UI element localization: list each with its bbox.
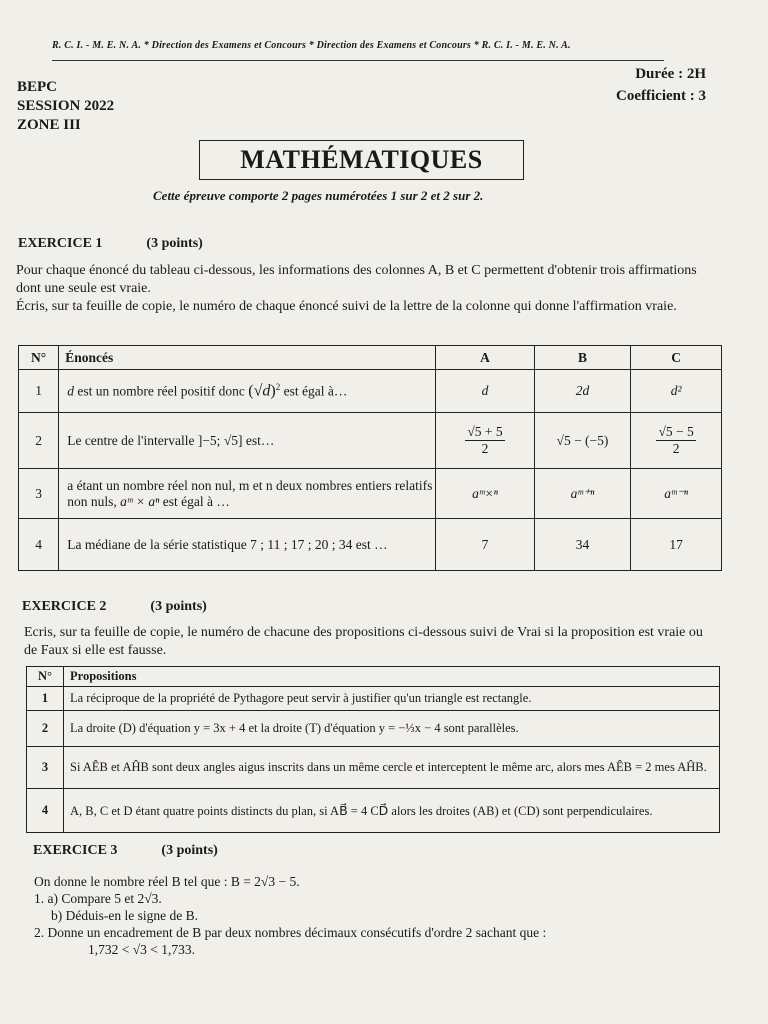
row-enonce: a étant un nombre réel non nul, m et n deux nombres entiers relatifs non nuls, aᵐ × aⁿ est égal à … (59, 469, 436, 519)
header-num: N° (27, 667, 64, 687)
banner-rule (52, 60, 664, 61)
exercise-1-points: (3 points) (146, 236, 203, 251)
exam-coefficient: Coefficient : 3 (616, 88, 706, 104)
exercise-3-points: (3 points) (161, 843, 218, 858)
cell-b: aᵐ⁺ⁿ (534, 469, 631, 519)
exercise-3-question-1a: 1. a) Compare 5 et 2√3. (34, 891, 162, 906)
table-row (19, 413, 722, 469)
table-row (19, 469, 722, 519)
row-proposition: La réciproque de la propriété de Pythagore peut servir à justifier qu'un triangle est rectangle. (64, 687, 720, 711)
exercise-3-question-2: 2. Donne un encadrement de B par deux nombres décimaux consécutifs d'ordre 2 sachant que : (34, 925, 547, 940)
exam-info (17, 78, 114, 135)
exercise-1-table (18, 345, 722, 571)
row-proposition: La droite (D) d'équation y = 3x + 4 et la droite (T) d'équation y = −⅓x − 4 sont parallèles. (64, 711, 720, 747)
row-num: 1 (27, 687, 64, 711)
table-row (27, 711, 720, 747)
exercise-3-body (34, 873, 546, 958)
table-row (19, 370, 722, 413)
exercise-1-paragraph-2: Écris, sur ta feuille de copie, le numéro de chaque énoncé suivi de la lettre de la colonne qui donne l'affirmation vraie. (16, 299, 677, 314)
exercise-2-heading (22, 599, 207, 615)
row-enonce: La médiane de la série statistique 7 ; 11 ; 17 ; 20 ; 34 est … (59, 519, 436, 571)
header-enonces: Énoncés (59, 346, 436, 370)
row-num: 2 (27, 711, 64, 747)
cell-c: 17 (631, 519, 722, 571)
cell-a: d (436, 370, 535, 413)
exercise-1-paragraph-1: Pour chaque énoncé du tableau ci-dessous, les informations des colonnes A, B et C permettent d'obtenir trois affirmations dont une seule est vraie. (16, 263, 697, 296)
exercise-2-table (26, 666, 720, 833)
header-num: N° (19, 346, 59, 370)
cell-b: 2d (534, 370, 631, 413)
table-row (27, 747, 720, 789)
table-row (19, 519, 722, 571)
row-num: 1 (19, 370, 59, 413)
exercise-2-instructions: Ecris, sur ta feuille de copie, le numéro de chacune des propositions ci-dessous suivi de Vrai si la proposition est vraie ou de Faux si elle est fausse. (24, 625, 703, 658)
exercise-3-statement: On donne le nombre réel B tel que : B = 2√3 − 5. (34, 874, 300, 889)
cell-c: $\frac{√5 - 5}{2}$ (631, 413, 722, 469)
cell-a: $\frac{√5 + 5}{2}$ (436, 413, 535, 469)
page-title: MATHÉMATIQUES (199, 140, 524, 180)
table-row (27, 687, 720, 711)
row-enonce: Le centre de l'intervalle ]−5; √5] est… (59, 413, 436, 469)
exam-zone: ZONE III (17, 117, 81, 133)
exam-duration: Durée : 2H (635, 66, 706, 82)
cell-a: 7 (436, 519, 535, 571)
table-row (27, 789, 720, 833)
header-banner: R. C. I. - M. E. N. A. * Direction des Examens et Concours * Direction des Examens et Concours * R. C. I. - M. E. N. A. (52, 40, 571, 51)
exercise-2-title: EXERCICE 2 (22, 599, 107, 614)
header-propositions: Propositions (64, 667, 720, 687)
cell-a: aᵐ×ⁿ (436, 469, 535, 519)
table-header-row (27, 667, 720, 687)
exam-session: SESSION 2022 (17, 98, 115, 114)
header-c: C (631, 346, 722, 370)
row-num: 2 (19, 413, 59, 469)
page-subtitle: Cette épreuve comporte 2 pages numérotées 1 sur 2 et 2 sur 2. (153, 188, 484, 203)
cell-b: 34 (534, 519, 631, 571)
row-enonce: d est un nombre réel positif donc $(√d)^2$ est égal à… (59, 370, 436, 413)
exercise-1-instructions (16, 262, 716, 316)
header-b: B (534, 346, 631, 370)
exercise-2-points: (3 points) (150, 599, 207, 614)
header-a: A (436, 346, 535, 370)
row-num: 3 (27, 747, 64, 789)
cell-b: √5 − (−5) (534, 413, 631, 469)
row-proposition: Si AÊB et AĤB sont deux angles aigus inscrits dans un même cercle et interceptent le même arc, alors mes AÊB = 2 mes AĤB. (64, 747, 720, 789)
exam-name: BEPC (17, 79, 58, 95)
exam-meta (616, 63, 706, 107)
row-proposition: A, B, C et D étant quatre points distincts du plan, si AB⃗ = 4 CD⃗ alors les droites (AB) et (CD) sont perpendiculaires. (64, 789, 720, 833)
exercise-1-heading (18, 236, 203, 252)
exercise-3-question-1b: b) Déduis-en le signe de B. (51, 908, 198, 923)
cell-c: aᵐ⁻ⁿ (631, 469, 722, 519)
exercise-1-title: EXERCICE 1 (18, 236, 103, 251)
exercise-3-heading (33, 843, 218, 859)
exercise-3-title: EXERCICE 3 (33, 843, 118, 858)
cell-c: d² (631, 370, 722, 413)
row-num: 4 (27, 789, 64, 833)
exercise-3-inequality: 1,732 < √3 < 1,733. (88, 942, 196, 957)
row-num: 3 (19, 469, 59, 519)
row-num: 4 (19, 519, 59, 571)
table-header-row (19, 346, 722, 370)
